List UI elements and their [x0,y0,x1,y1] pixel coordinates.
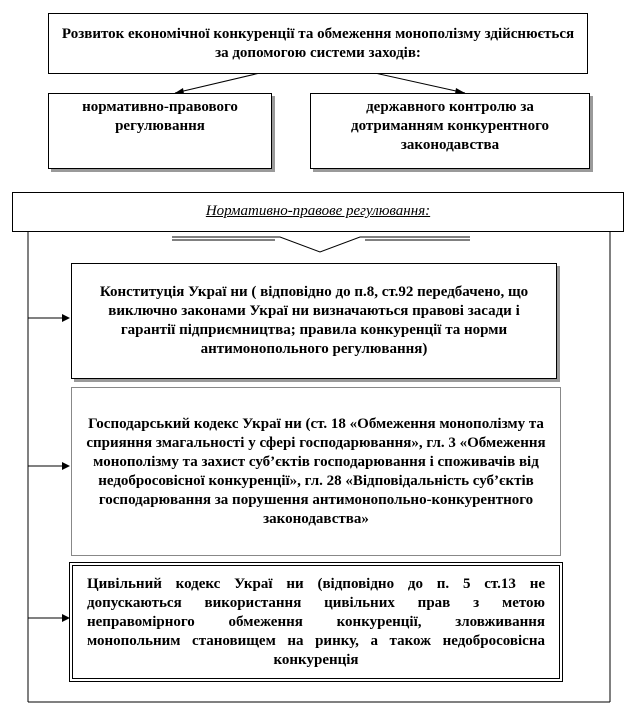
item-commercial-code-text: Господарський кодекс Украї ни (ст. 18 «Обмеження монополізму та сприяння змагальності у сфері господарювання», гл. 3 «Обмеження монополізму та захист суб’єктів господарювання і споживачів від недобросовісної конкуренції», гл. 28 «Відповідальність суб’єктів господарювання за порушення антимонопольно-конкурентного законодавства» [86,415,546,527]
item-commercial-code [71,387,561,556]
arrowhead-item-3 [62,614,70,622]
arrowhead-item-2 [62,462,70,470]
right-box [310,93,590,169]
header-notch [172,237,470,252]
top-box-text: Розвиток економічної конкуренції та обмеження монополізму здійснюється за допомогою системи заходів: [61,25,575,61]
connector-top-right [375,73,465,93]
left-box [48,93,272,169]
left-box-text: нормативно-правового регулювання [82,99,238,134]
section-header-text: Нормативно-правове регулювання: [205,203,431,219]
top-box [48,13,588,74]
item-civil-code [72,565,560,679]
connector-top-left [175,73,260,93]
item-constitution-text: Конституція Украї ни ( відповідно до п.8, ст.92 передбачено, що виключно законами Украї ни визначаються правові засади і гарантії підприємництва; правила конкуренції та норми антимонопольного регулювання) [99,284,529,357]
item-constitution [71,263,557,379]
right-box-text: державного контролю за дотриманням конкурентного законодавства [350,99,550,153]
arrowhead-item-1 [62,314,70,322]
section-header [12,192,624,232]
item-civil-code-text: Цивільний кодекс Украї ни (відповідно до п. 5 ст.13 не допускаються використання цивільних прав з метою неправомірного обмеження конкуренції, зловживання монопольним становищем на ринку, а також недобросовісна конкуренція [87,575,545,668]
